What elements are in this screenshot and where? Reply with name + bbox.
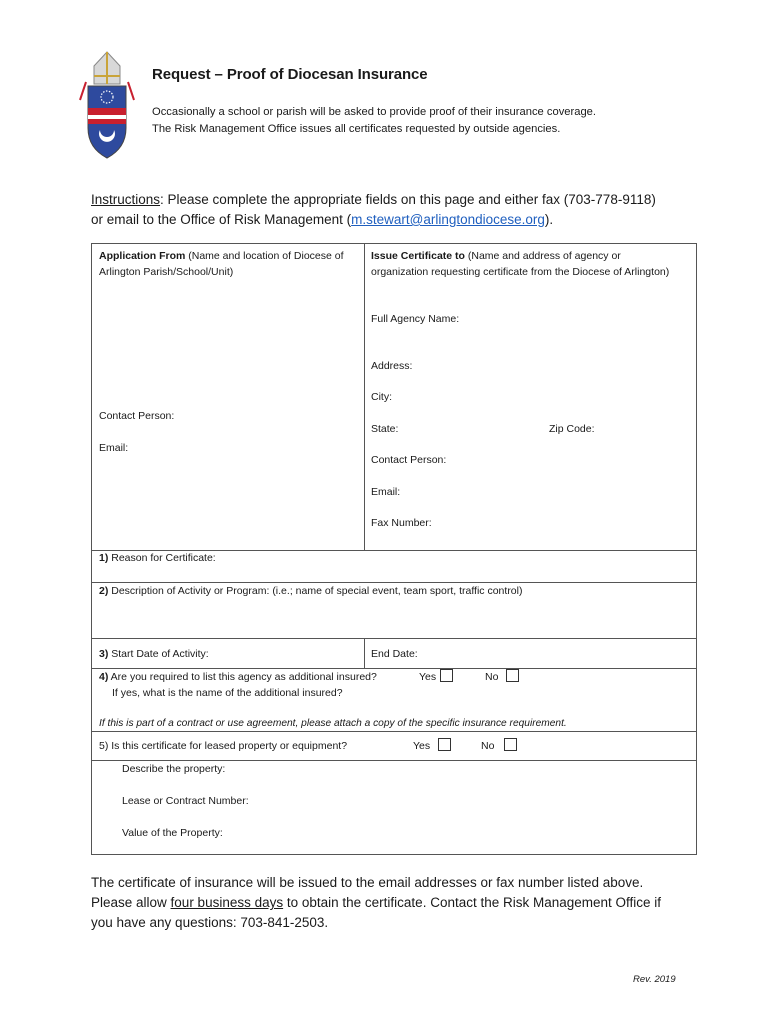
closing-line-3: you have any questions: 703-841-2503. bbox=[91, 915, 329, 930]
q3-text: Start Date of Activity: bbox=[108, 648, 209, 660]
application-from-desc: (Name and location of Diocese of Arlington Parish/School/Unit) bbox=[99, 250, 344, 278]
instructions-text-2: or email to the Office of Risk Management ( bbox=[91, 212, 352, 227]
app-contact-person-field[interactable]: Contact Person: bbox=[99, 410, 175, 422]
describe-property-field[interactable]: Describe the property: bbox=[122, 763, 226, 775]
revision-label: Rev. 2019 bbox=[633, 974, 676, 985]
q5-yes-label: Yes bbox=[413, 740, 431, 752]
q4-no-option[interactable] bbox=[485, 669, 519, 685]
reason-field[interactable] bbox=[99, 550, 216, 566]
q4-no-label: No bbox=[485, 671, 499, 683]
instructions-text-3: ). bbox=[544, 212, 554, 227]
q2-text: Description of Activity or Program: (i.e.; name of special event, team sport, traffic control) bbox=[108, 585, 523, 597]
q4-yes-label: Yes bbox=[419, 671, 437, 683]
q5-question: 5) Is this certificate for leased property or equipment? bbox=[99, 740, 348, 752]
instructions-label: Instructions bbox=[91, 192, 161, 207]
lease-number-field[interactable]: Lease or Contract Number: bbox=[122, 795, 249, 807]
app-email-field[interactable]: Email: bbox=[99, 442, 129, 454]
additional-insured-field[interactable]: If yes, what is the name of the additional insured? bbox=[112, 687, 343, 699]
instructions-text-1: : Please complete the appropriate fields on this page and either fax (703-778-9118) bbox=[160, 192, 656, 207]
issue-email-field[interactable]: Email: bbox=[371, 486, 401, 498]
request-form bbox=[91, 243, 697, 855]
diocese-crest-logo bbox=[76, 50, 138, 162]
q5-no-label: No bbox=[481, 740, 495, 752]
q4-question bbox=[99, 669, 377, 685]
application-from-heading bbox=[99, 248, 357, 280]
q1-number: 1) bbox=[99, 552, 109, 564]
divider bbox=[364, 638, 365, 668]
closing-line-1: The certificate of insurance will be issued to the email addresses or fax number listed above. bbox=[91, 875, 644, 890]
issue-contact-person-field[interactable]: Contact Person: bbox=[371, 454, 447, 466]
closing-line-2a: Please allow bbox=[91, 895, 171, 910]
q4-yes-checkbox[interactable] bbox=[440, 669, 453, 682]
issue-to-label: Issue Certificate to bbox=[371, 250, 465, 262]
q2-number: 2) bbox=[99, 585, 109, 597]
issue-to-heading bbox=[371, 248, 671, 280]
start-date-field[interactable] bbox=[99, 646, 209, 662]
divider bbox=[92, 638, 696, 639]
application-from-label: Application From bbox=[99, 250, 186, 262]
intro-text bbox=[152, 104, 596, 138]
q4-number: 4) bbox=[99, 671, 109, 683]
q5-no-checkbox[interactable] bbox=[504, 738, 517, 751]
property-value-field[interactable]: Value of the Property: bbox=[122, 827, 223, 839]
four-business-days: four business days bbox=[170, 895, 284, 910]
city-field[interactable]: City: bbox=[371, 391, 392, 403]
q1-text: Reason for Certificate: bbox=[108, 552, 216, 564]
contract-note: If this is part of a contract or use agreement, please attach a copy of the specific insurance requirement. bbox=[99, 718, 567, 729]
zip-code-field[interactable]: Zip Code: bbox=[549, 423, 595, 435]
q3-number: 3) bbox=[99, 648, 109, 660]
page-title: Request – Proof of Diocesan Insurance bbox=[152, 66, 428, 83]
divider bbox=[364, 244, 365, 550]
intro-line-1: Occasionally a school or parish will be asked to provide proof of their insurance coverage. bbox=[152, 106, 597, 118]
address-field[interactable]: Address: bbox=[371, 360, 413, 372]
q4-no-checkbox[interactable] bbox=[506, 669, 519, 682]
q5-yes-checkbox[interactable] bbox=[438, 738, 451, 751]
closing-text bbox=[91, 873, 711, 933]
q4-yes-option[interactable] bbox=[419, 669, 453, 685]
fax-number-field[interactable]: Fax Number: bbox=[371, 517, 432, 529]
end-date-field[interactable]: End Date: bbox=[371, 648, 418, 660]
q4-text: Are you required to list this agency as additional insured? bbox=[108, 671, 377, 683]
instructions bbox=[91, 190, 701, 230]
description-field[interactable] bbox=[99, 583, 522, 599]
q5-yes-option[interactable] bbox=[413, 738, 451, 754]
full-agency-name-field[interactable]: Full Agency Name: bbox=[371, 313, 460, 325]
issue-to-desc: (Name and address of agency or organization requesting certificate from the Diocese of Arlington) bbox=[371, 250, 670, 278]
q5-no-option[interactable] bbox=[481, 738, 517, 754]
email-link[interactable]: m.stewart@arlingtondiocese.org bbox=[351, 212, 545, 227]
state-field[interactable]: State: bbox=[371, 423, 399, 435]
closing-line-2b: to obtain the certificate. Contact the Risk Management Office if bbox=[283, 895, 662, 910]
intro-line-2: The Risk Management Office issues all certificates requested by outside agencies. bbox=[152, 123, 561, 135]
